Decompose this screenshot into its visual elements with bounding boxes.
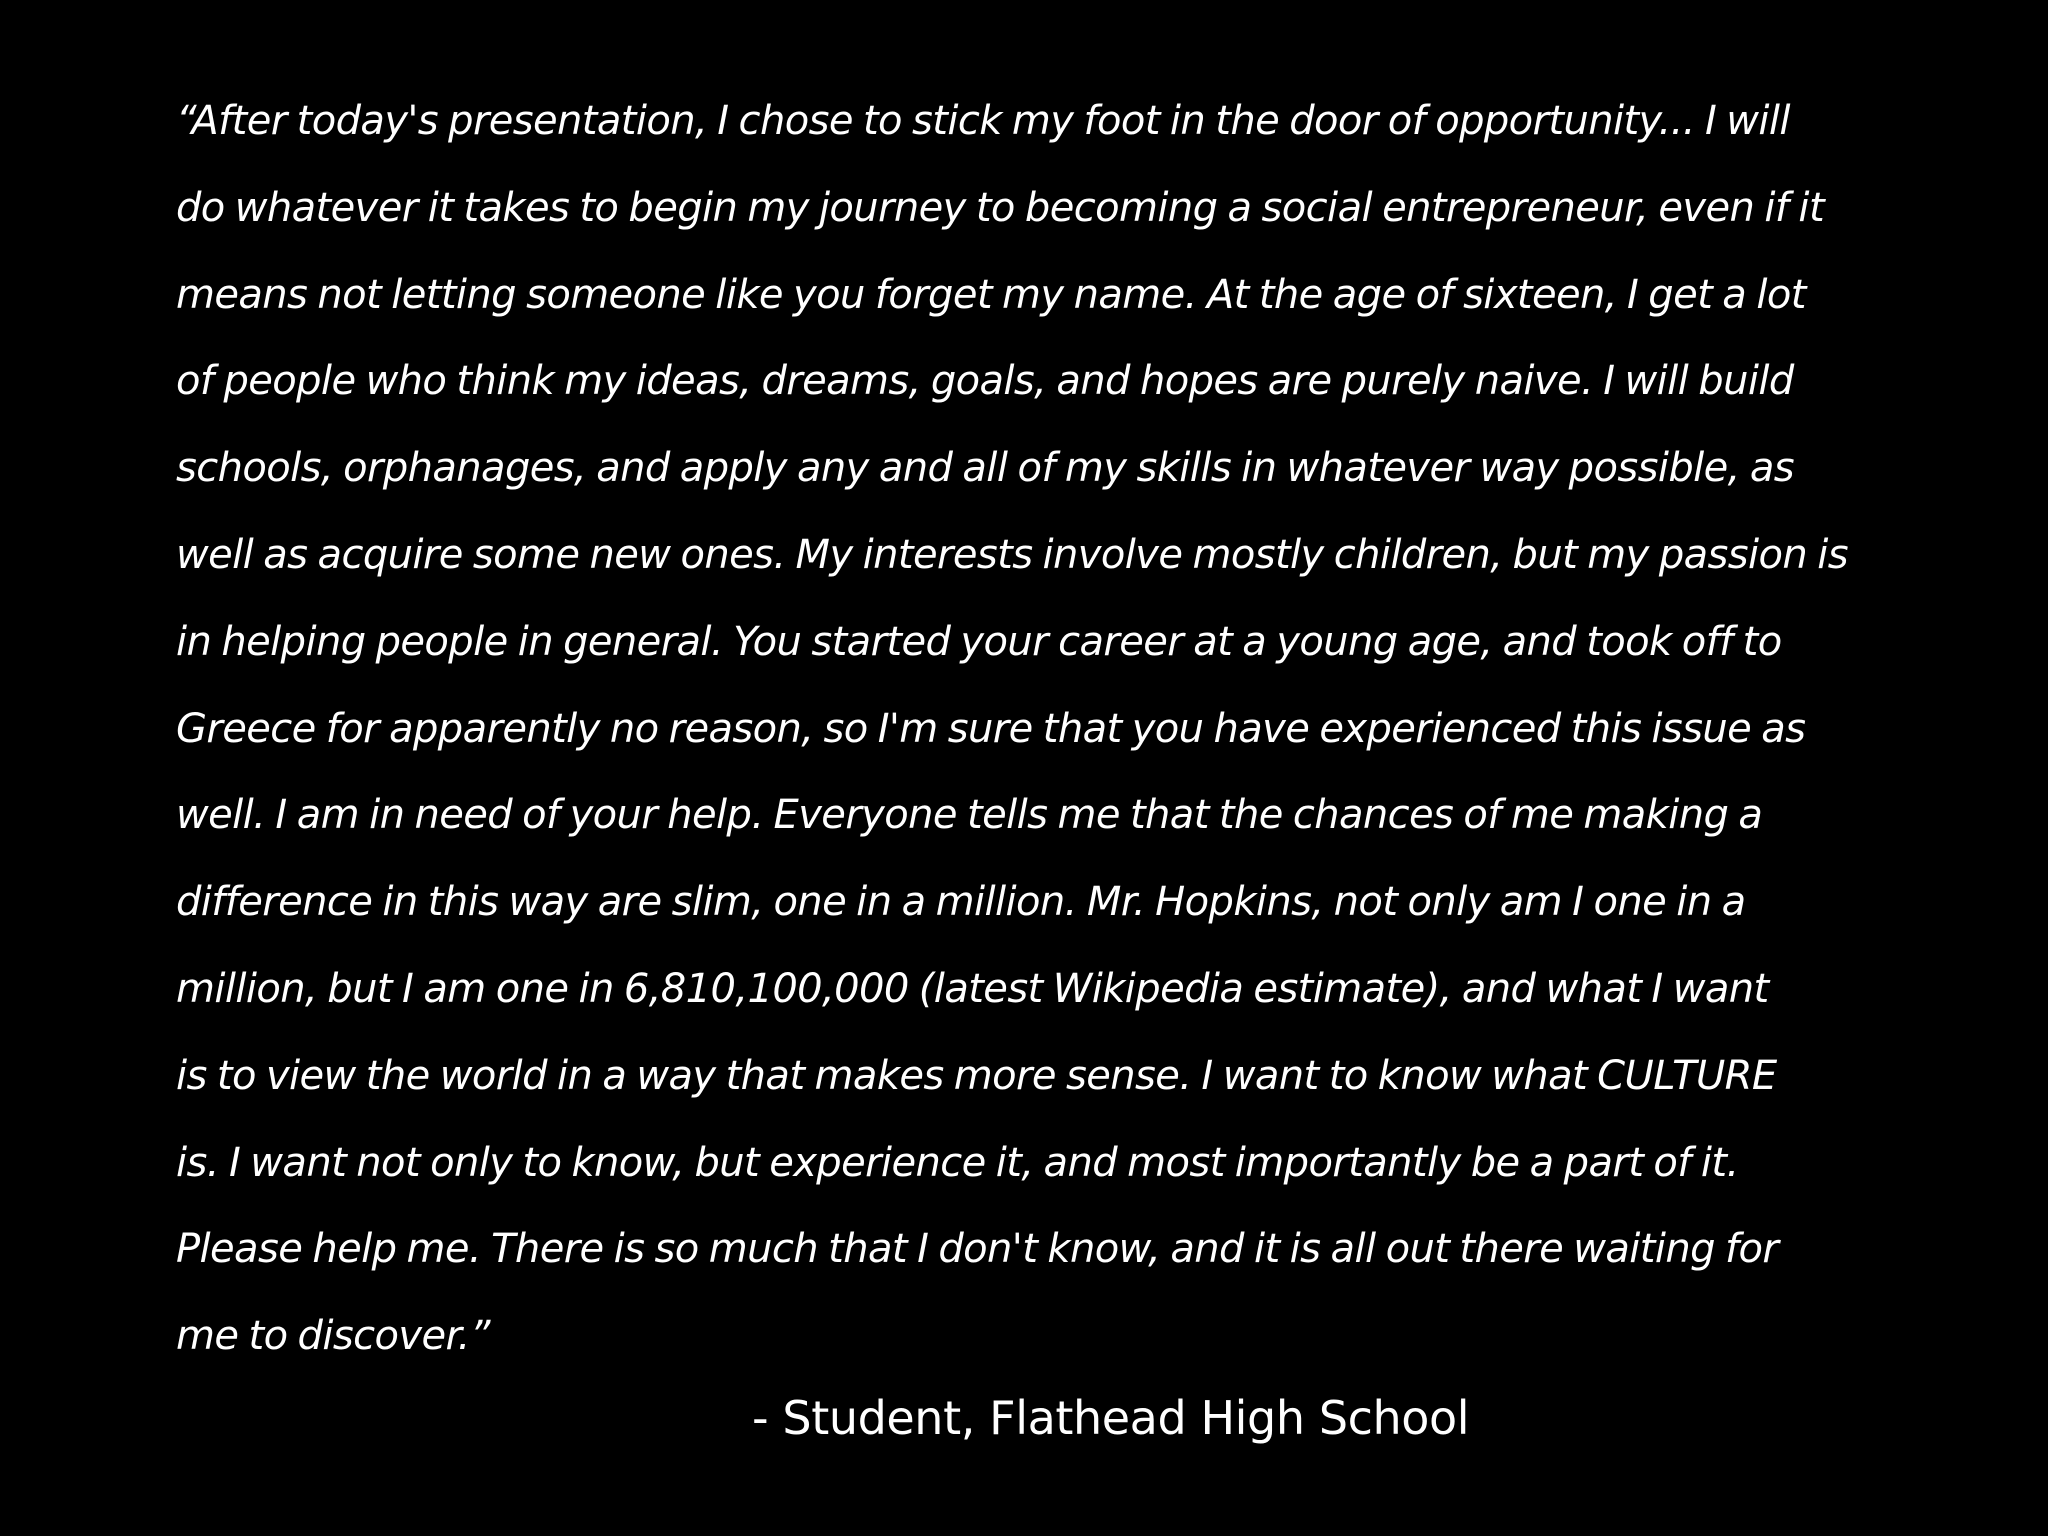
- quote-line: do whatever it takes to begin my journey to becoming a social entrepreneur, even if it: [176, 184, 1825, 231]
- quote-line: Greece for apparently no reason, so I'm sure that you have experienced this issue as: [176, 705, 1806, 752]
- quote-text: [176, 78, 1976, 1380]
- quote-attribution: - Student, Flathead High School: [752, 1391, 1470, 1445]
- quote-line: means not letting someone like you forget my name. At the age of sixteen, I get a lot: [176, 271, 1806, 318]
- quote-line: is to view the world in a way that makes more sense. I want to know what CULTURE: [176, 1052, 1777, 1099]
- quote-line: difference in this way are slim, one in a million. Mr. Hopkins, not only am I one in a: [176, 879, 1746, 926]
- quote-line: “After today's presentation, I chose to stick my foot in the door of opportunity... I will: [176, 98, 1790, 144]
- quote-line: is. I want not only to know, but experience it, and most importantly be a part of it.: [176, 1139, 1739, 1186]
- quote-line: million, but I am one in 6,810,100,000 (latest Wikipedia estimate), and what I want: [176, 965, 1769, 1012]
- quote-line: me to discover.”: [176, 1313, 490, 1360]
- quote-line: in helping people in general. You started your career at a young age, and took off to: [176, 618, 1782, 665]
- quote-line: Please help me. There is so much that I don't know, and it is all out there waiting for: [176, 1226, 1779, 1273]
- quote-line: well. I am in need of your help. Everyone tells me that the chances of me making a: [176, 792, 1763, 839]
- quote-line: of people who think my ideas, dreams, goals, and hopes are purely naive. I will build: [176, 358, 1794, 405]
- quote-line: well as acquire some new ones. My interests involve mostly children, but my passion is: [176, 531, 1849, 578]
- quote-line: schools, orphanages, and apply any and all of my skills in whatever way possible, as: [176, 445, 1795, 492]
